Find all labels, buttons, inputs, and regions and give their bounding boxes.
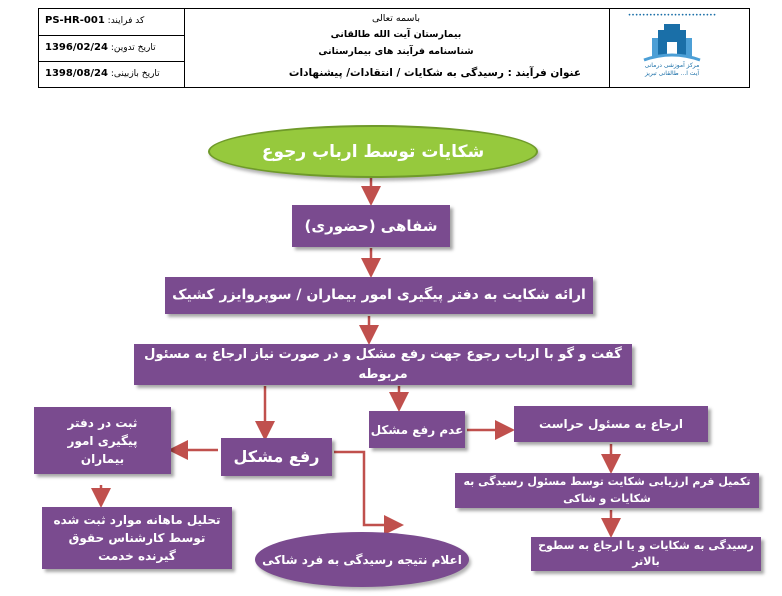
date-created-value: 1396/02/24 [45, 42, 108, 53]
node-monthly-analysis: تحلیل ماهانه موارد ثبت شده توسط کارشناس حقوق گیرنده خدمت [42, 507, 232, 569]
node-refer-to-security: ارجاع به مسئول حراست [514, 406, 708, 442]
hospital-name: بیمارستان آیت الله طالقانی [330, 29, 462, 40]
logo-caption-top: ••••••••••••••••••••••••• [627, 12, 717, 19]
date-review-value: 1398/08/24 [45, 68, 108, 79]
node-submit-complaint: ارائه شکایت به دفتر پیگیری امور بیماران / سوپروایزر کشیک [165, 277, 593, 314]
node-register-in-office: ثبت در دفتر پیگیری امور بیماران [34, 407, 171, 474]
node-problem-resolved: رفع مشکل [221, 438, 332, 476]
node-complaint-form: تکمیل فرم ارزیابی شکایت توسط مسئول رسیدگی به شکایات و شاکی [455, 473, 759, 508]
arrow-resolved-to-announce [334, 452, 399, 525]
node-announce-result: اعلام نتیجه رسیدگی به فرد شاکی [255, 532, 469, 587]
header-doc-type: شناسنامه فرآیند های بیمارستانی [318, 46, 474, 57]
process-code-value: PS-HR-001 [45, 15, 105, 26]
logo-caption-2: آیت ا... طالقانی تبریز [644, 70, 700, 77]
node-escalate-complaint: رسیدگی به شکایات و یا ارجاع به سطوح بالاتر [531, 537, 761, 571]
node-oral-in-person: شفاهی (حضوری) [292, 205, 450, 247]
process-title: عنوان فرآیند : رسیدگی به شکایات / انتقادات/ پیشنهادات [288, 67, 581, 79]
date-review-label: تاریخ بازبینی: [110, 69, 160, 79]
node-talk-with-client: گفت و گو با ارباب رجوع جهت رفع مشکل و در صورت نیاز ارجاع به مسئول مربوطه [134, 344, 632, 385]
node-start-complaint: شکایات توسط ارباب رجوع [208, 125, 538, 178]
date-created-label: تاریخ تدوین: [110, 43, 156, 53]
node-problem-not-resolved: عدم رفع مشکل [369, 411, 465, 448]
process-code-label: کد فرایند: [107, 16, 145, 26]
logo-caption-1: مرکز آموزشی درمانی [644, 62, 700, 69]
header-line-basmeh: باسمه تعالی [371, 13, 421, 24]
